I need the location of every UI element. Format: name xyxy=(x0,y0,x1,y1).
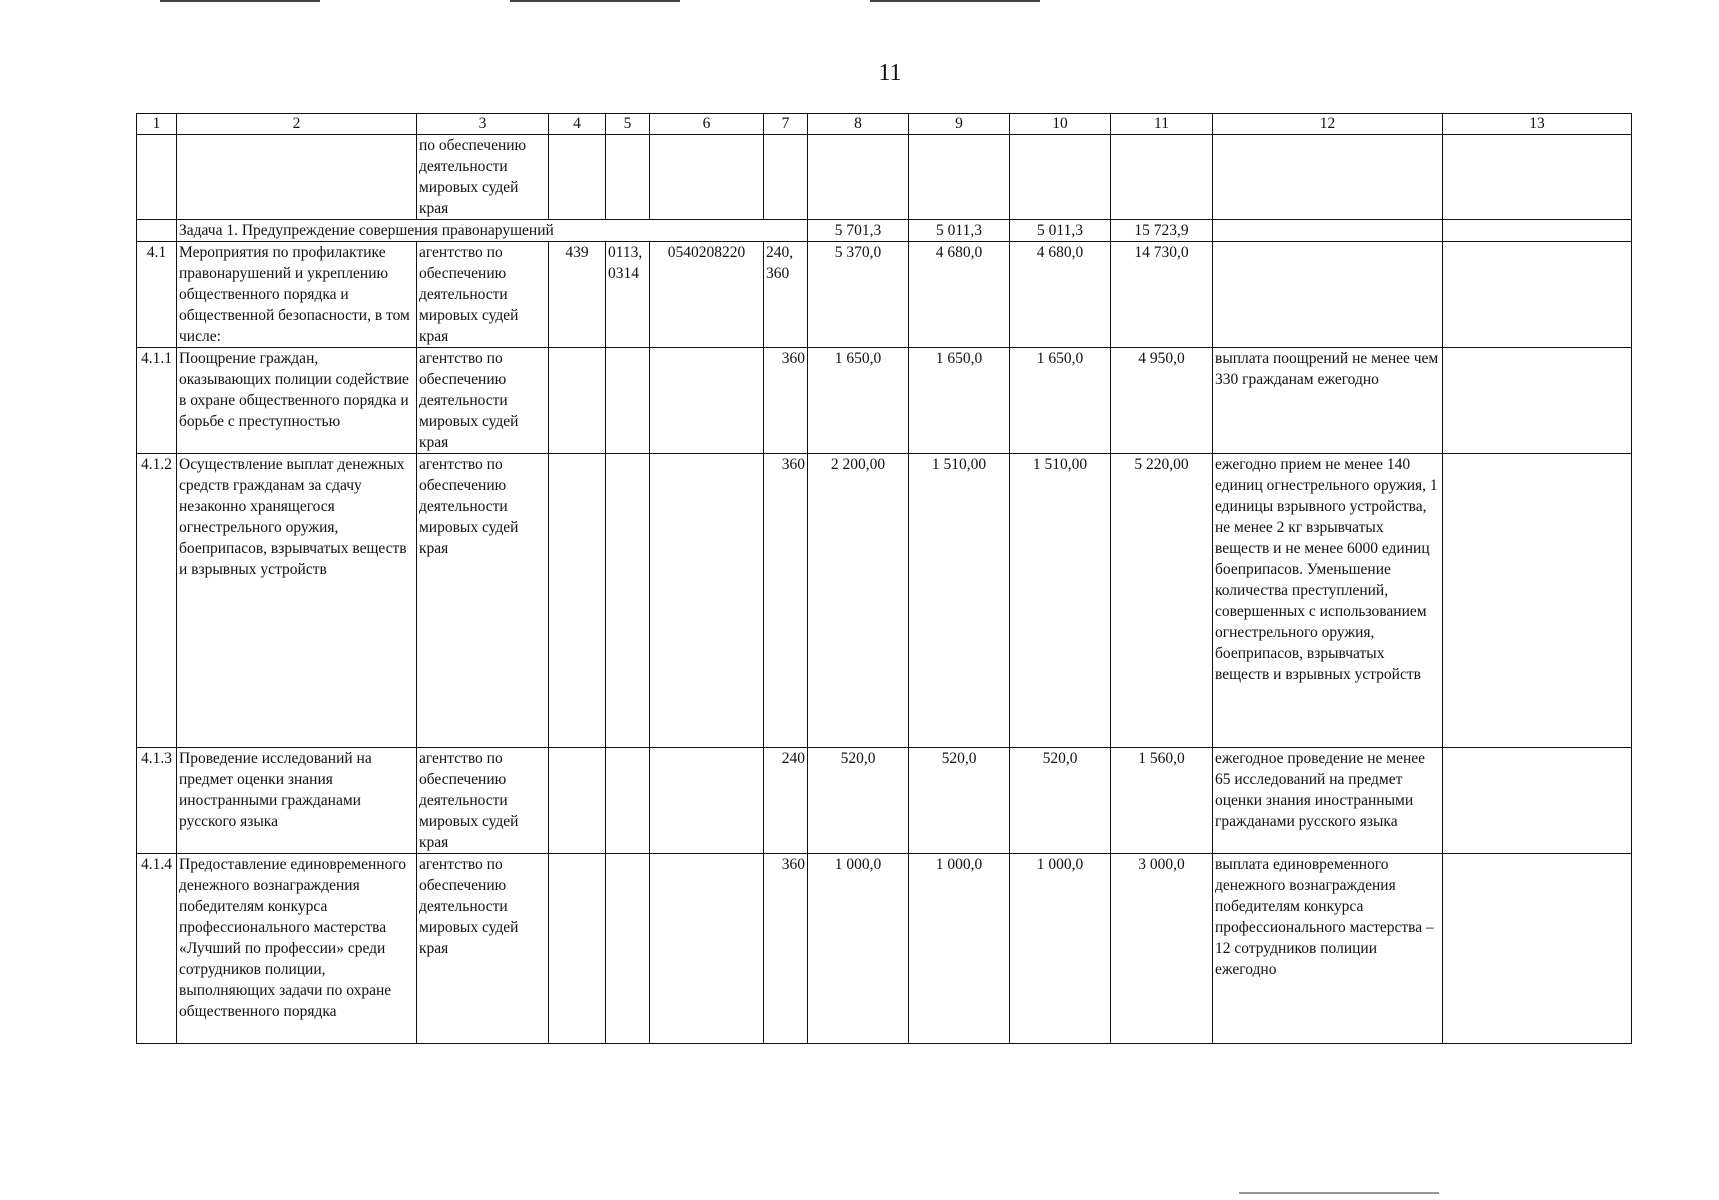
code-7: 360 xyxy=(764,348,808,454)
empty-cell xyxy=(764,135,808,220)
header-cell: 11 xyxy=(1111,114,1213,135)
value-10: 1 650,0 xyxy=(1010,348,1111,454)
empty-cell xyxy=(1443,135,1632,220)
empty-cell xyxy=(606,135,650,220)
scan-artifact xyxy=(870,0,1040,2)
executor-cell: агентство по обеспечению деятельности мировых судей края xyxy=(417,854,549,1044)
code-5: 0113, 0314 xyxy=(606,242,650,348)
header-cell: 4 xyxy=(549,114,606,135)
empty-cell xyxy=(1443,220,1632,242)
value-8: 5 370,0 xyxy=(808,242,909,348)
code-6 xyxy=(650,454,764,748)
empty-cell xyxy=(549,135,606,220)
table-row xyxy=(137,242,1632,348)
value-9: 4 680,0 xyxy=(909,242,1010,348)
header-cell: 10 xyxy=(1010,114,1111,135)
note-cell xyxy=(1443,348,1632,454)
empty-cell xyxy=(177,135,417,220)
code-6 xyxy=(650,748,764,854)
value-11: 5 220,00 xyxy=(1111,454,1213,748)
header-cell: 13 xyxy=(1443,114,1632,135)
value-10: 1 510,00 xyxy=(1010,454,1111,748)
activity-name: Поощрение граждан, оказывающих полиции содействие в охране общественного порядка и борьбе с преступностью xyxy=(177,348,417,454)
row-number: 4.1.4 xyxy=(137,854,177,1044)
row-number: 4.1.1 xyxy=(137,348,177,454)
result-cell: ежегодно прием не менее 140 единиц огнестрельного оружия, 1 единицы взрывного устройства, не менее 2 кг взрывчатых веществ и не менее 6000 единиц боеприпасов. Уменьшение количества преступлений, совершенных с использованием огнестрельного оружия, боеприпасов, взрывчатых веществ и взрывных устройств xyxy=(1213,454,1443,748)
header-cell: 1 xyxy=(137,114,177,135)
scan-artifact xyxy=(510,0,680,2)
executor-cell: агентство по обеспечению деятельности мировых судей края xyxy=(417,454,549,748)
value-11: 14 730,0 xyxy=(1111,242,1213,348)
task-total-9: 5 011,3 xyxy=(909,220,1010,242)
code-5 xyxy=(606,348,650,454)
header-row xyxy=(137,114,1632,135)
value-9: 1 510,00 xyxy=(909,454,1010,748)
activity-name: Мероприятия по профилактике правонарушений и укреплению общественного порядка и общественной безопасности, в том числе: xyxy=(177,242,417,348)
row-number: 4.1.2 xyxy=(137,454,177,748)
value-11: 1 560,0 xyxy=(1111,748,1213,854)
value-9: 520,0 xyxy=(909,748,1010,854)
table-row xyxy=(137,454,1632,748)
code-5 xyxy=(606,748,650,854)
value-8: 2 200,00 xyxy=(808,454,909,748)
table-row xyxy=(137,748,1632,854)
scan-artifact xyxy=(160,0,320,2)
code-4: 439 xyxy=(549,242,606,348)
executor-cell: агентство по обеспечению деятельности мировых судей края xyxy=(417,748,549,854)
code-7: 360 xyxy=(764,454,808,748)
code-5 xyxy=(606,454,650,748)
table-row xyxy=(137,348,1632,454)
value-9: 1 000,0 xyxy=(909,854,1010,1044)
code-7: 240, 360 xyxy=(764,242,808,348)
table-row xyxy=(137,854,1632,1044)
activity-name: Проведение исследований на предмет оценки знания иностранными гражданами русского языка xyxy=(177,748,417,854)
result-cell xyxy=(1213,242,1443,348)
header-cell: 9 xyxy=(909,114,1010,135)
note-cell xyxy=(1443,454,1632,748)
header-cell: 2 xyxy=(177,114,417,135)
value-8: 520,0 xyxy=(808,748,909,854)
code-6 xyxy=(650,348,764,454)
code-5 xyxy=(606,854,650,1044)
activity-name: Осуществление выплат денежных средств гражданам за сдачу незаконно хранящегося огнестрельного оружия, боеприпасов, взрывчатых веществ и взрывных устройств xyxy=(177,454,417,748)
result-cell: ежегодное проведение не менее 65 исследований на предмет оценки знания иностранными гражданами русского языка xyxy=(1213,748,1443,854)
continuation-row xyxy=(137,135,1632,220)
result-cell: выплата поощрений не менее чем 330 гражданам ежегодно xyxy=(1213,348,1443,454)
executor-cell: агентство по обеспечению деятельности мировых судей края xyxy=(417,348,549,454)
value-9: 1 650,0 xyxy=(909,348,1010,454)
code-4 xyxy=(549,348,606,454)
empty-cell xyxy=(650,135,764,220)
note-cell xyxy=(1443,242,1632,348)
value-8: 1 000,0 xyxy=(808,854,909,1044)
value-10: 4 680,0 xyxy=(1010,242,1111,348)
header-cell: 7 xyxy=(764,114,808,135)
header-cell: 6 xyxy=(650,114,764,135)
header-cell: 3 xyxy=(417,114,549,135)
note-cell xyxy=(1443,748,1632,854)
empty-cell xyxy=(1213,220,1443,242)
code-4 xyxy=(549,748,606,854)
result-cell: выплата единовременного денежного вознаграждения победителям конкурса профессионального мастерства – 12 сотрудников полиции ежегодно xyxy=(1213,854,1443,1044)
value-10: 520,0 xyxy=(1010,748,1111,854)
task-total-8: 5 701,3 xyxy=(808,220,909,242)
task-total-11: 15 723,9 xyxy=(1111,220,1213,242)
empty-cell xyxy=(137,135,177,220)
activity-name: Предоставление единовременного денежного вознаграждения победителям конкурса профессионального мастерства «Лучший по профессии» среди сотрудников полиции, выполняющих задачи по охране общественного порядка xyxy=(177,854,417,1044)
code-7: 360 xyxy=(764,854,808,1044)
empty-cell xyxy=(808,135,909,220)
task-label: Задача 1. Предупреждение совершения правонарушений xyxy=(177,220,808,242)
scan-artifact xyxy=(1239,1192,1439,1194)
row-number: 4.1.3 xyxy=(137,748,177,854)
value-10: 1 000,0 xyxy=(1010,854,1111,1044)
empty-cell xyxy=(1213,135,1443,220)
code-4 xyxy=(549,854,606,1044)
empty-cell xyxy=(1111,135,1213,220)
code-4 xyxy=(549,454,606,748)
note-cell xyxy=(1443,854,1632,1044)
executor-cell: агентство по обеспечению деятельности мировых судей края xyxy=(417,242,549,348)
empty-cell xyxy=(137,220,177,242)
code-6 xyxy=(650,854,764,1044)
row-number: 4.1 xyxy=(137,242,177,348)
task-row xyxy=(137,220,1632,242)
value-8: 1 650,0 xyxy=(808,348,909,454)
header-cell: 12 xyxy=(1213,114,1443,135)
page-number: 11 xyxy=(878,60,902,86)
value-11: 3 000,0 xyxy=(1111,854,1213,1044)
task-total-10: 5 011,3 xyxy=(1010,220,1111,242)
code-7: 240 xyxy=(764,748,808,854)
code-6: 0540208220 xyxy=(650,242,764,348)
header-cell: 8 xyxy=(808,114,909,135)
header-cell: 5 xyxy=(606,114,650,135)
value-11: 4 950,0 xyxy=(1111,348,1213,454)
empty-cell xyxy=(909,135,1010,220)
empty-cell xyxy=(1010,135,1111,220)
executor-cell: по обеспечению деятельности мировых судей края xyxy=(417,135,549,220)
program-table xyxy=(136,113,1632,1044)
